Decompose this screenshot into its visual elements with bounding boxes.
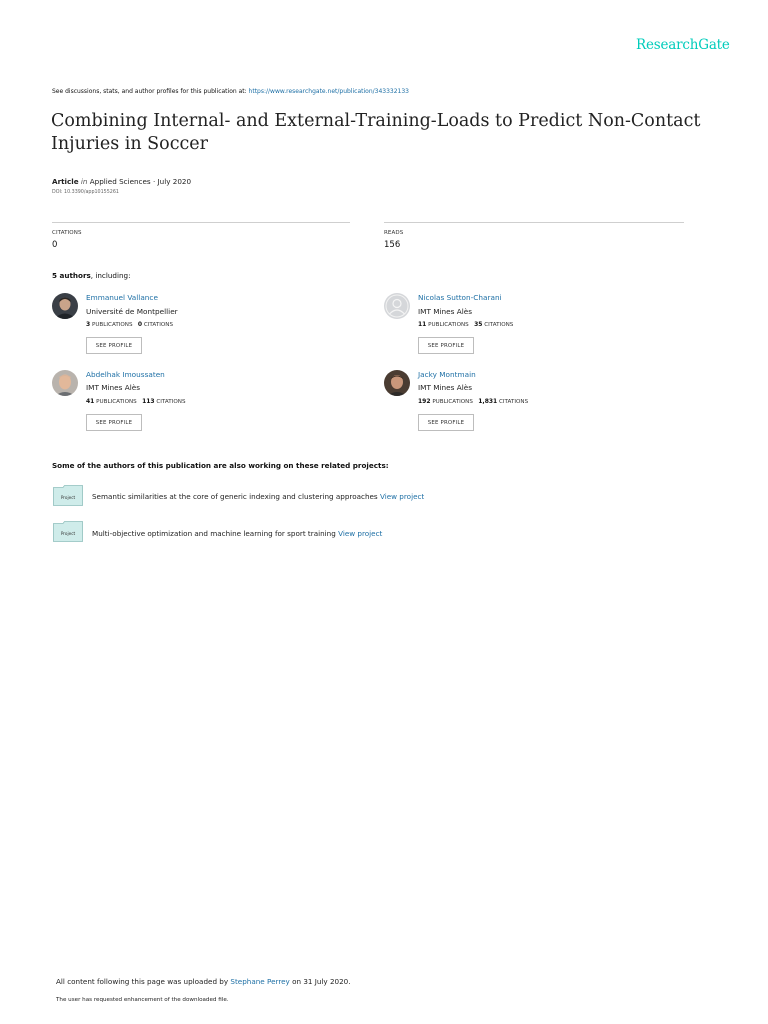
avatar-photo-icon xyxy=(52,293,78,319)
citations-label: CITATIONS xyxy=(499,399,529,405)
citations-count: 0 xyxy=(137,321,143,328)
publications-label: PUBLICATIONS xyxy=(91,322,133,328)
author-name-link[interactable]: Abdelhak Imoussaten xyxy=(86,370,165,379)
publication-title: Combining Internal- and External-Training-Loads to Predict Non-Contact Injuries in Soccer xyxy=(51,111,701,154)
citations-count: 113 xyxy=(142,398,155,405)
author-stats xyxy=(86,321,173,328)
avatar-nicolas-sutton-charani[interactable] xyxy=(384,293,410,319)
publication-doi: DOI: 10.3390/app10155261 xyxy=(52,190,119,195)
author-name-link[interactable]: Emmanuel Vallance xyxy=(86,293,158,302)
view-project-link[interactable]: View project xyxy=(379,492,425,501)
author-institution: Université de Montpellier xyxy=(86,307,178,316)
avatar-abdelhak-imoussaten[interactable] xyxy=(52,370,78,396)
upload-suffix: on 31 July 2020. xyxy=(289,977,351,986)
see-profile-button[interactable]: SEE PROFILE xyxy=(86,414,142,431)
project-icon-label: Project xyxy=(60,495,76,500)
author-stats xyxy=(418,321,513,328)
view-project-link[interactable]: View project xyxy=(338,529,383,538)
publication-type: Article xyxy=(52,177,79,186)
author-stats xyxy=(86,398,186,405)
project-folder-icon xyxy=(53,521,83,542)
avatar-jacky-montmain[interactable] xyxy=(384,370,410,396)
avatar-photo-icon xyxy=(384,370,410,396)
project-description: Semantic similarities at the core of generic indexing and clustering approaches xyxy=(92,492,380,501)
avatar-emmanuel-vallance[interactable] xyxy=(52,293,78,319)
related-projects-heading: Some of the authors of this publication are also working on these related projects: xyxy=(52,461,389,470)
author-stats xyxy=(418,398,528,405)
authors-suffix: , including: xyxy=(90,271,131,280)
citations-label: CITATIONS xyxy=(143,322,173,328)
see-profile-button[interactable]: SEE PROFILE xyxy=(418,414,474,431)
journal-date: Applied Sciences · July 2020 xyxy=(89,177,192,186)
enhancement-note: The user has requested enhancement of the downloaded file. xyxy=(56,997,229,1003)
upload-prefix: All content following this page was uploaded by xyxy=(56,977,231,986)
citations-label: CITATIONS xyxy=(484,322,514,328)
see-profile-button[interactable]: SEE PROFILE xyxy=(86,337,142,354)
author-name-link[interactable]: Jacky Montmain xyxy=(418,370,476,379)
project-folder-icon xyxy=(53,485,83,506)
publications-count: 41 xyxy=(86,398,95,405)
discussion-line xyxy=(52,88,409,95)
author-institution: IMT Mines Alès xyxy=(418,383,473,392)
citations-label: CITATIONS xyxy=(156,399,186,405)
publications-count: 192 xyxy=(418,398,431,405)
citations-divider xyxy=(52,222,350,223)
publication-url-link[interactable]: https://www.researchgate.net/publication/343332133 xyxy=(248,88,409,95)
publications-count: 3 xyxy=(86,321,91,328)
author-institution: IMT Mines Alès xyxy=(86,383,141,392)
author-name-link[interactable]: Nicolas Sutton-Charani xyxy=(418,293,502,302)
citations-count: 35 xyxy=(474,321,483,328)
publications-label: PUBLICATIONS xyxy=(428,322,469,328)
publication-meta xyxy=(52,177,191,186)
reads-divider xyxy=(384,222,684,223)
see-profile-button[interactable]: SEE PROFILE xyxy=(418,337,474,354)
authors-count: 5 authors xyxy=(52,271,91,280)
project-item xyxy=(92,492,424,501)
researchgate-logo[interactable]: ResearchGate xyxy=(636,37,730,53)
uploader-link[interactable]: Stephane Perrey xyxy=(230,977,290,986)
default-avatar-icon xyxy=(384,293,410,319)
publications-label: PUBLICATIONS xyxy=(432,399,473,405)
upload-info xyxy=(56,977,351,986)
publications-count: 11 xyxy=(418,321,427,328)
discussion-prefix: See discussions, stats, and author profiles for this publication at: xyxy=(52,88,249,95)
citations-label: CITATIONS xyxy=(52,230,82,236)
authors-heading xyxy=(52,271,131,280)
project-description: Multi-objective optimization and machine learning for sport training xyxy=(92,529,339,538)
avatar-photo-icon xyxy=(52,370,78,396)
project-item xyxy=(92,529,382,538)
in-word: in xyxy=(80,177,88,186)
citations-value: 0 xyxy=(52,240,58,250)
reads-label: READS xyxy=(384,230,404,236)
author-institution: IMT Mines Alès xyxy=(418,307,473,316)
publications-label: PUBLICATIONS xyxy=(96,399,137,405)
reads-value: 156 xyxy=(384,240,401,250)
citations-count: 1,831 xyxy=(478,398,498,405)
project-icon-label: Project xyxy=(60,531,76,536)
